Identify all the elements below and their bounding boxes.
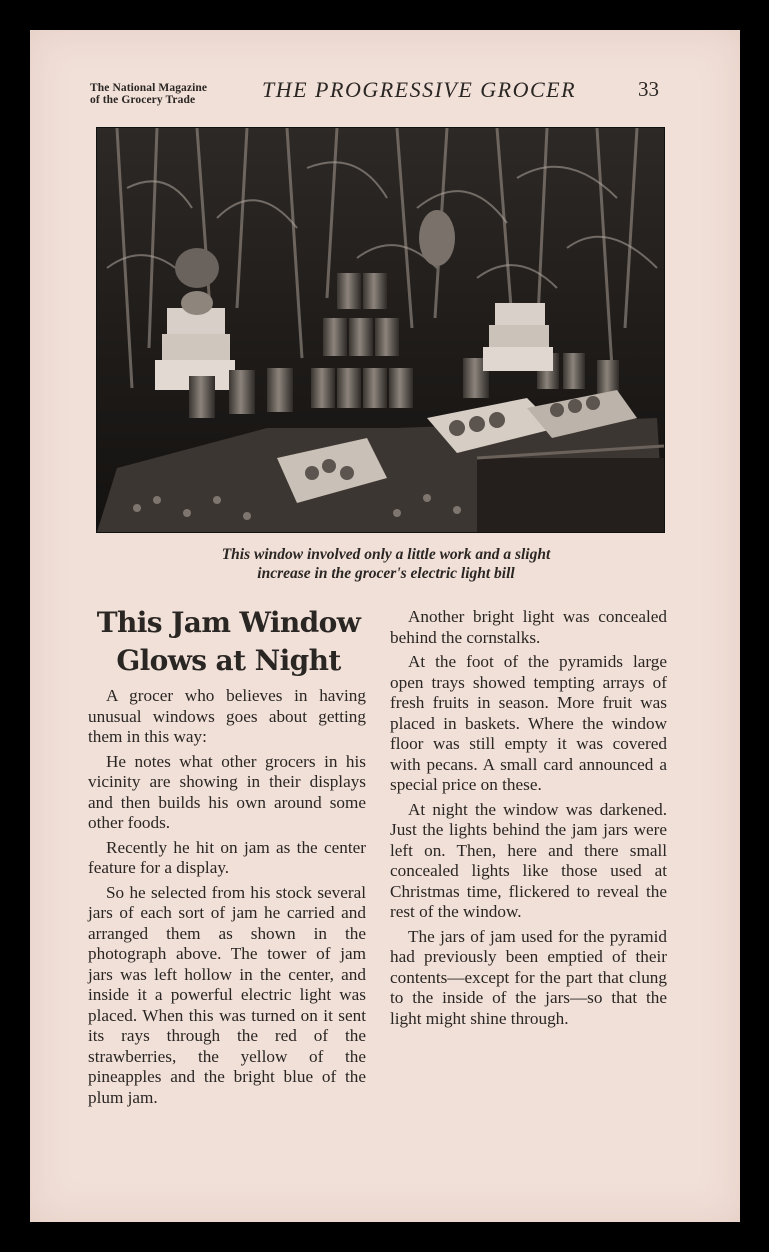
magazine-page bbox=[30, 30, 740, 1222]
caption-line-1: This window involved only a little work and a slight bbox=[221, 546, 551, 563]
magazine-tagline bbox=[90, 82, 240, 106]
article-paragraph: Recently he hit on jam as the center feature for a display. bbox=[88, 837, 366, 877]
article-paragraph: So he selected from his stock several jars of each sort of jam he carried and arranged them as shown in the photograph above. The tower of jam jars was left hollow in the center, and inside it a powerful electric light was placed. When this was turned on it sent its rays through the red of the strawberries, the yellow of the pineapples and the bright blue of the plum jam. bbox=[88, 882, 366, 1107]
page-number: 33 bbox=[638, 77, 659, 101]
article-paragraph: A grocer who believes in having unusual windows goes about getting them in this way: bbox=[88, 686, 366, 746]
headline-line-2: Glows at Night bbox=[116, 644, 341, 677]
tagline-line-1: The National Magazine bbox=[90, 82, 208, 94]
article-paragraph: At the foot of the pyramids large open trays showed tempting arrays of fresh fruits in season. More fruit was placed in baskets. Where the window floor was still empty it was covered with pecans. A small card announced a special price on these. bbox=[390, 652, 667, 794]
article-left-column bbox=[88, 686, 366, 1112]
photo-caption bbox=[126, 545, 646, 583]
article-paragraph: Another bright light was concealed behind the cornstalks. bbox=[390, 607, 667, 647]
article-paragraph: He notes what other grocers in his vicinity are showing in their displays and then builds his own around some other foods. bbox=[88, 751, 366, 832]
article-right-column bbox=[390, 607, 667, 1033]
tagline-line-2: of the Grocery Trade bbox=[90, 94, 196, 106]
caption-line-2: increase in the grocer's electric light bill bbox=[257, 565, 515, 582]
article-paragraph: The jars of jam used for the pyramid had previously been emptied of their contents—except for the part that clung to the inside of the jars—so that the light might shine through. bbox=[390, 926, 667, 1028]
article-headline bbox=[86, 604, 371, 680]
magazine-title: THE PROGRESSIVE GROCER bbox=[262, 77, 577, 102]
window-display-photo bbox=[96, 127, 665, 533]
headline-line-1: This Jam Window bbox=[96, 606, 361, 639]
article-paragraph: At night the window was darkened. Just the lights behind the jam jars were left on. Then, here and there small concealed lights like those used at Christmas time, flickered to reveal the rest of the window. bbox=[390, 799, 667, 921]
